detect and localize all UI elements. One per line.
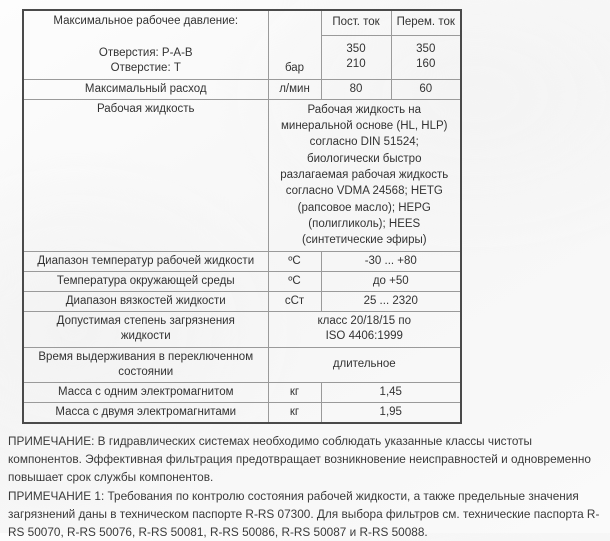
pressure-ac-t: 160: [416, 58, 436, 71]
fluid-desc-line-4: биологически быстро: [307, 152, 422, 165]
ambient-temp-value: до +50: [321, 271, 461, 291]
viscosity-label: Диапазон вязкостей жидкости: [23, 291, 268, 311]
contamination-label-line-2: жидкости: [120, 330, 171, 343]
pressure-ports: [28, 46, 264, 76]
pressure-unit-cell: бар: [268, 10, 321, 79]
table-row-fluid-temperature: [23, 251, 461, 271]
table-row-viscosity: [23, 291, 461, 311]
mass-two-label: Масса с двумя электромагнитами: [23, 403, 268, 424]
column-header-ac: Перем. ток: [391, 10, 461, 35]
table-row-mass-two-solenoids: [23, 403, 461, 424]
pressure-label-cell: [23, 10, 268, 79]
hold-time-label-line-1: Время выдерживания в переключенном: [38, 350, 254, 363]
fluid-description: [268, 99, 461, 251]
contamination-value-line-2: ISO 4406:1999: [325, 330, 403, 343]
note-fluid-monitoring: ПРИМЕЧАНИЕ 1: Требования по контролю состояния рабочей жидкости, а также предельные значения загрязнений даны в техническом паспорте R-RS 07300. Для выбора фильтров см. технические паспорта R-RS 50070, R-RS 50076, R-RS 50081, R-RS 50086, R-RS 50087 и R-RS 50088.: [8, 488, 600, 540]
fluid-desc-line-8: (полигликоль); HEES: [308, 217, 421, 230]
pressure-port-pab-label: Отверстия: P-A-B: [98, 47, 193, 60]
mass-one-value: 1,45: [321, 382, 461, 402]
viscosity-value: 25 ... 2320: [321, 291, 461, 311]
mass-one-unit: кг: [268, 382, 321, 402]
pressure-dc-t: 210: [346, 58, 366, 71]
hold-time-label: [23, 347, 268, 382]
hold-time-value: длительное: [268, 347, 461, 382]
pressure-dc-pab: 350: [346, 43, 366, 56]
contamination-label-line-1: Допустимая степень загрязнения: [56, 315, 235, 328]
column-header-dc: Пост. ток: [321, 10, 391, 35]
pressure-port-t-label: Отверстие: T: [110, 62, 181, 75]
hold-time-label-line-2: состоянии: [118, 365, 174, 378]
mass-two-value: 1,95: [321, 403, 461, 424]
fluid-desc-line-6: согласно VDMA 24568; HETG: [285, 185, 443, 198]
table-row-flow: [23, 79, 461, 99]
contamination-label: [23, 312, 268, 347]
fluid-temp-unit: ºC: [268, 251, 321, 271]
fluid-desc-line-5: разлагаемая рабочая жидкость: [280, 169, 449, 181]
table-row-hold-time: [23, 347, 461, 382]
technical-specification-table: [22, 9, 462, 424]
table-row-mass-one-solenoid: [23, 382, 461, 402]
fluid-temp-label: Диапазон температур рабочей жидкости: [23, 251, 268, 271]
notes-section: [8, 432, 604, 541]
flow-label: Максимальный расход: [23, 79, 268, 99]
fluid-desc-line-3: согласно DIN 51524;: [309, 136, 419, 149]
fluid-desc-line-1: Рабочая жидкость на: [307, 103, 422, 116]
fluid-label: Рабочая жидкость: [23, 99, 268, 251]
mass-one-label: Масса с одним электромагнитом: [23, 382, 268, 402]
pressure-dc-values: [321, 35, 391, 79]
contamination-value-line-1: класс 20/18/15 по: [317, 315, 412, 328]
ambient-temp-label: Температура окружающей среды: [23, 271, 268, 291]
table-row-pressure-header: [23, 10, 461, 35]
pressure-ac-values: [391, 35, 461, 79]
table-row-ambient-temperature: [23, 271, 461, 291]
contamination-value: [268, 312, 461, 347]
fluid-desc-line-9: (синтетические эфиры): [301, 234, 427, 247]
table-row-fluid: [23, 99, 461, 251]
pressure-ac-pab: 350: [416, 43, 436, 56]
ambient-temp-unit: ºC: [268, 271, 321, 291]
viscosity-unit: сСт: [268, 291, 321, 311]
flow-dc-value: 80: [321, 79, 391, 99]
fluid-desc-line-7: (рапсовое масло); HEPG: [297, 201, 431, 214]
flow-unit: л/мин: [268, 79, 321, 99]
flow-ac-value: 60: [391, 79, 461, 99]
fluid-desc-line-2: минеральной основе (HL, HLP): [280, 120, 448, 133]
table-row-contamination: [23, 312, 461, 347]
note-cleanliness: ПРИМЕЧАНИЕ: В гидравлических системах необходимо соблюдать указанные классы чистоты компонентов. Эффективная фильтрация предотвращает возникновение неисправностей и одновременно повышает срок службы компонентов.: [8, 434, 591, 485]
fluid-temp-value: -30 ... +80: [321, 251, 461, 271]
mass-two-unit: кг: [268, 403, 321, 424]
pressure-title: Максимальное рабочее давление:: [53, 15, 239, 27]
